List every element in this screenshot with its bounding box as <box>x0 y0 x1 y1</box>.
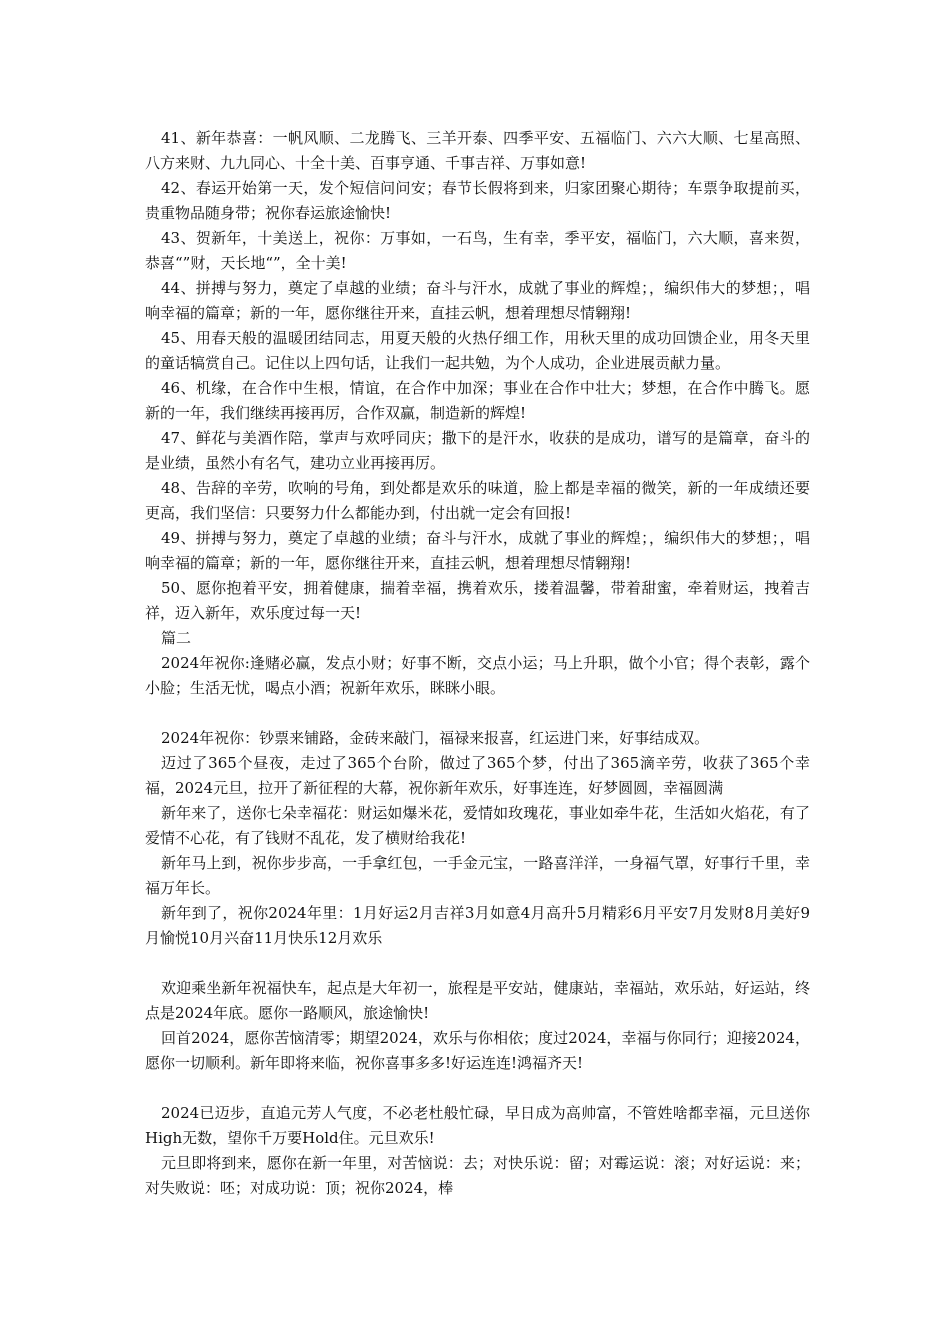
paragraph: 46、机缘，在合作中生根，情谊，在合作中加深；事业在合作中壮大；梦想，在合作中腾飞。愿新的一年，我们继续再接再厉，合作双赢，制造新的辉煌! <box>145 379 810 422</box>
section-heading: 篇二 <box>161 629 192 647</box>
paragraph: 2024年祝你：钞票来铺路，金砖来敲门，福禄来报喜，红运进门来，好事结成双。 <box>161 729 710 747</box>
paragraph: 新年到了，祝你2024年里：1月好运2月吉祥3月如意4月高升5月精彩6月平安7月发财8月美好9月愉悦10月兴奋11月快乐12月欢乐 <box>145 904 810 947</box>
blank-line <box>145 951 810 976</box>
paragraph: 43、贺新年，十美送上，祝你：万事如，一石鸟，生有幸，季平安，福临门，六大顺，喜来贺，恭喜“”财，天长地“”，全十美! <box>145 229 810 272</box>
blank-line <box>145 701 810 726</box>
paragraph: 41、新年恭喜：一帆风顺、二龙腾飞、三羊开泰、四季平安、五福临门、六六大顺、七星高照、八方来财、九九同心、十全十美、百事亨通、千事吉祥、万事如意! <box>145 129 810 172</box>
paragraph: 47、鲜花与美酒作陪，掌声与欢呼同庆；撒下的是汗水，收获的是成功，谱写的是篇章，奋斗的是业绩，虽然小有名气，建功立业再接再厉。 <box>145 429 810 472</box>
paragraph: 49、拼搏与努力，奠定了卓越的业绩；奋斗与汗水，成就了事业的辉煌；，编织伟大的梦想；，唱响幸福的篇章；新的一年，愿你继往开来，直挂云帆，想着理想尽情翱翔! <box>145 529 810 572</box>
paragraph: 2024年祝你:逢赌必赢，发点小财；好事不断，交点小运；马上升职，做个小官；得个表彰，露个小脸；生活无忧，喝点小酒；祝新年欢乐，眯眯小眼。 <box>145 654 810 697</box>
paragraph: 新年来了，送你七朵幸福花：财运如爆米花，爱情如玫瑰花，事业如牵牛花，生活如火焰花，有了爱情不心花，有了钱财不乱花，发了横财给我花! <box>145 804 810 847</box>
paragraph: 欢迎乘坐新年祝福快车，起点是大年初一，旅程是平安站，健康站，幸福站，欢乐站，好运站，终点是2024年底。愿你一路顺风，旅途愉快! <box>145 979 810 1022</box>
paragraph: 元旦即将到来，愿你在新一年里，对苦恼说：去；对快乐说：留；对霉运说：滚；对好运说：来；对失败说：呸；对成功说：顶；祝你2024，棒 <box>145 1154 810 1197</box>
paragraph: 迈过了365个昼夜，走过了365个台阶，做过了365个梦，付出了365滴辛劳，收获了365个幸福，2024元旦，拉开了新征程的大幕，祝你新年欢乐，好事连连，好梦圆圆，幸福圆满 <box>145 754 810 797</box>
paragraph: 回首2024，愿你苦恼清零；期望2024，欢乐与你相依；度过2024，幸福与你同行；迎接2024，愿你一切顺利。新年即将来临，祝你喜事多多!好运连连!鸿福齐天! <box>145 1029 810 1072</box>
paragraph: 45、用春天般的温暖团结同志，用夏天般的火热仔细工作，用秋天里的成功回馈企业，用冬天里的童话犒赏自己。记住以上四句话，让我们一起共勉，为个人成功，企业进展贡献力量。 <box>145 329 810 372</box>
paragraph: 42、春运开始第一天，发个短信问问安；春节长假将到来，归家团聚心期待；车票争取提前买，贵重物品随身带；祝你春运旅途愉快! <box>145 179 810 222</box>
paragraph: 44、拼搏与努力，奠定了卓越的业绩；奋斗与汗水，成就了事业的辉煌；，编织伟大的梦想；，唱响幸福的篇章；新的一年，愿你继往开来，直挂云帆，想着理想尽情翱翔! <box>145 279 810 322</box>
paragraph: 48、告辞的辛劳，吹响的号角，到处都是欢乐的味道，脸上都是幸福的微笑，新的一年成绩还要更高，我们坚信：只要努力什么都能办到，付出就一定会有回报! <box>145 479 810 522</box>
paragraph: 50、愿你抱着平安，拥着健康，揣着幸福，携着欢乐，搂着温馨，带着甜蜜，牵着财运，拽着吉祥，迈入新年，欢乐度过每一天! <box>145 579 810 622</box>
blank-line <box>145 1076 810 1101</box>
paragraph: 2024已迈步，直追元芳人气度，不必老杜般忙碌，早日成为高帅富，不管姓啥都幸福，元旦送你High无数，望你千万要Hold住。元旦欢乐! <box>145 1104 810 1147</box>
paragraph: 新年马上到，祝你步步高，一手拿红包，一手金元宝，一路喜洋洋，一身福气罩，好事行千里，幸福万年长。 <box>145 854 810 897</box>
